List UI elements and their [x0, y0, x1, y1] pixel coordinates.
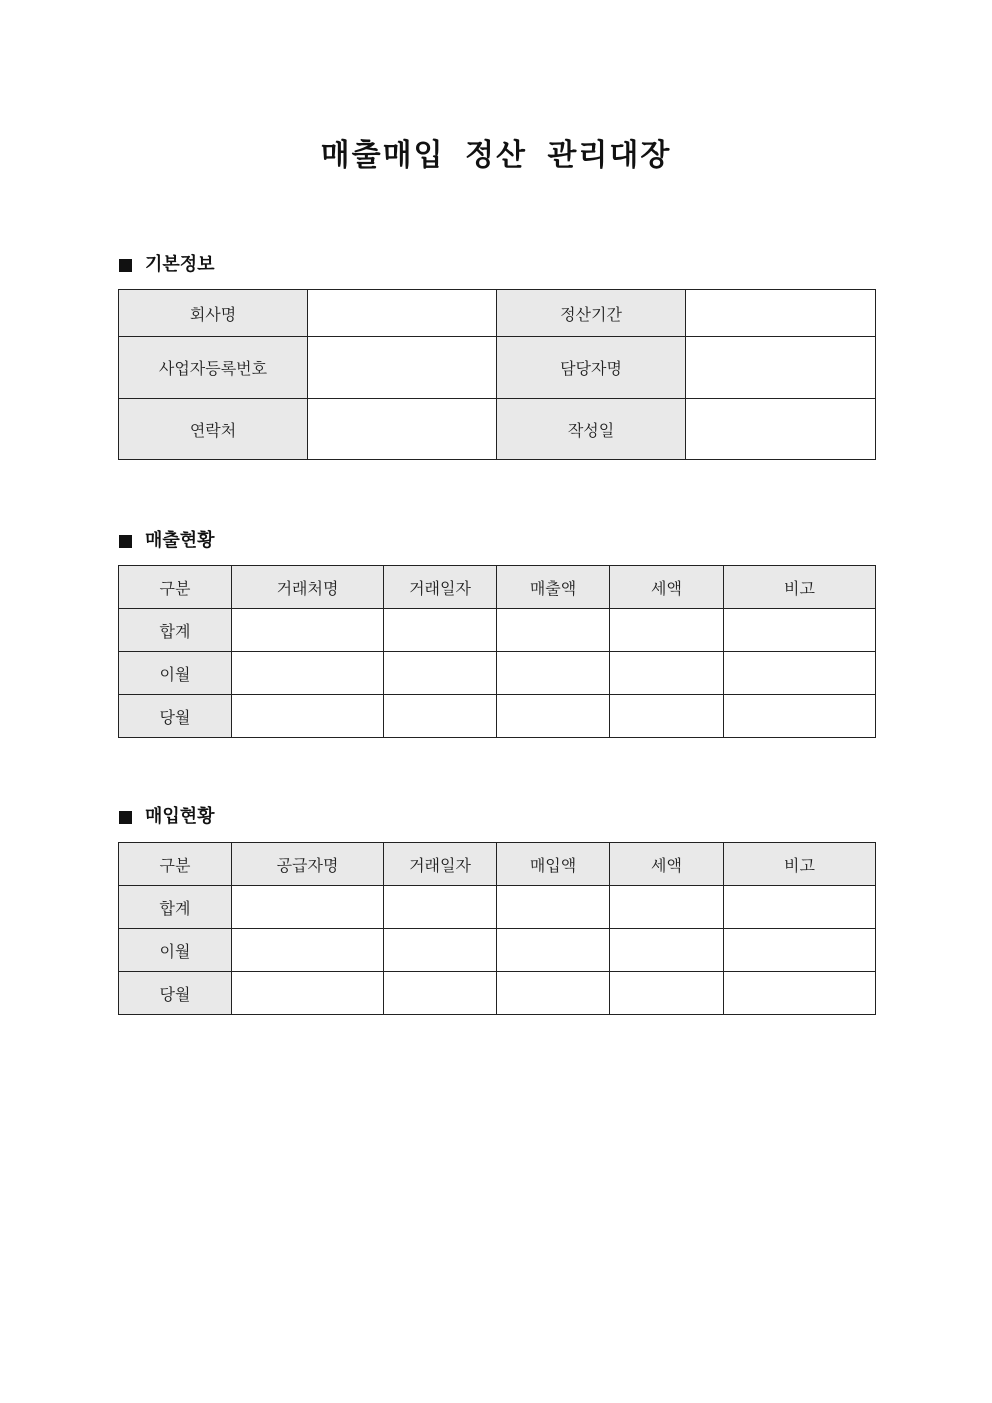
- settlement-period-label: 정산기간: [497, 290, 686, 337]
- table-cell[interactable]: [724, 886, 876, 929]
- written-date-label: 작성일: [497, 399, 686, 460]
- table-cell[interactable]: [610, 929, 724, 972]
- table-cell[interactable]: [384, 972, 497, 1015]
- table-cell[interactable]: [384, 695, 497, 738]
- contact-label: 연락처: [119, 399, 308, 460]
- table-cell[interactable]: [610, 695, 724, 738]
- table-cell[interactable]: [384, 886, 497, 929]
- table-header-row: [119, 566, 876, 609]
- row-label: 이월: [119, 652, 232, 695]
- sales-heading-label: 매출현황: [145, 530, 215, 551]
- black-square-icon: [119, 811, 132, 824]
- column-header: 매입액: [497, 843, 610, 886]
- table-cell[interactable]: [497, 695, 610, 738]
- table-cell[interactable]: [497, 972, 610, 1015]
- table-cell[interactable]: [497, 652, 610, 695]
- column-header: 거래처명: [232, 566, 384, 609]
- basic-info-table: [118, 289, 876, 460]
- table-cell[interactable]: [232, 972, 384, 1015]
- row-label: 합계: [119, 886, 232, 929]
- table-row: [119, 652, 876, 695]
- table-cell[interactable]: [610, 972, 724, 1015]
- business-number-label: 사업자등록번호: [119, 337, 308, 399]
- manager-name-label: 담당자명: [497, 337, 686, 399]
- manager-name-field[interactable]: [686, 337, 876, 399]
- table-cell[interactable]: [724, 609, 876, 652]
- table-cell[interactable]: [232, 929, 384, 972]
- table-cell[interactable]: [384, 652, 497, 695]
- table-row: [119, 695, 876, 738]
- table-cell[interactable]: [232, 652, 384, 695]
- table-cell[interactable]: [232, 886, 384, 929]
- column-header: 세액: [610, 843, 724, 886]
- page-title: 매출매입 정산 관리대장: [320, 138, 672, 173]
- table-cell[interactable]: [724, 972, 876, 1015]
- purchase-heading: [119, 805, 215, 829]
- column-header: 거래일자: [384, 566, 497, 609]
- purchase-heading-label: 매입현황: [145, 806, 215, 827]
- basic-info-row: [119, 399, 876, 460]
- column-header: 거래일자: [384, 843, 497, 886]
- table-header-row: [119, 843, 876, 886]
- column-header: 세액: [610, 566, 724, 609]
- table-cell[interactable]: [724, 929, 876, 972]
- table-row: [119, 886, 876, 929]
- table-row: [119, 972, 876, 1015]
- black-square-icon: [119, 259, 132, 272]
- row-label: 합계: [119, 609, 232, 652]
- table-row: [119, 609, 876, 652]
- company-name-label: 회사명: [119, 290, 308, 337]
- basic-info-heading: [119, 253, 215, 277]
- basic-info-heading-label: 기본정보: [145, 254, 215, 275]
- table-cell[interactable]: [384, 929, 497, 972]
- column-header: 공급자명: [232, 843, 384, 886]
- row-label: 이월: [119, 929, 232, 972]
- table-cell[interactable]: [610, 652, 724, 695]
- table-cell[interactable]: [232, 695, 384, 738]
- black-square-icon: [119, 535, 132, 548]
- table-cell[interactable]: [232, 609, 384, 652]
- table-cell[interactable]: [724, 695, 876, 738]
- basic-info-row: [119, 337, 876, 399]
- sales-heading: [119, 529, 215, 553]
- table-cell[interactable]: [497, 609, 610, 652]
- column-header: 비고: [724, 566, 876, 609]
- table-cell[interactable]: [610, 886, 724, 929]
- table-cell[interactable]: [610, 609, 724, 652]
- table-row: [119, 929, 876, 972]
- column-header: 구분: [119, 843, 232, 886]
- table-cell[interactable]: [497, 929, 610, 972]
- sales-table: [118, 565, 876, 738]
- column-header: 구분: [119, 566, 232, 609]
- column-header: 매출액: [497, 566, 610, 609]
- written-date-field[interactable]: [686, 399, 876, 460]
- purchase-table: [118, 842, 876, 1015]
- company-name-field[interactable]: [308, 290, 497, 337]
- contact-field[interactable]: [308, 399, 497, 460]
- row-label: 당월: [119, 972, 232, 1015]
- column-header: 비고: [724, 843, 876, 886]
- table-cell[interactable]: [384, 609, 497, 652]
- settlement-period-field[interactable]: [686, 290, 876, 337]
- table-cell[interactable]: [724, 652, 876, 695]
- basic-info-row: [119, 290, 876, 337]
- row-label: 당월: [119, 695, 232, 738]
- business-number-field[interactable]: [308, 337, 497, 399]
- table-cell[interactable]: [497, 886, 610, 929]
